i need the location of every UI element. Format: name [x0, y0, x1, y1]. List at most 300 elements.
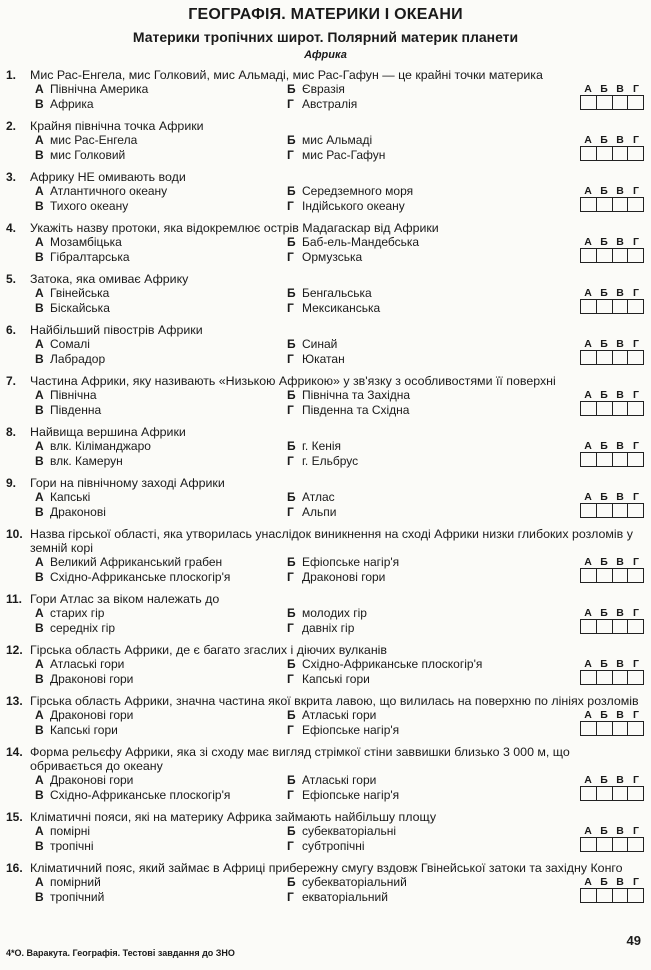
answer-grid-letter: Г — [633, 83, 639, 95]
answer-option — [35, 97, 94, 111]
answer-grid — [580, 709, 644, 736]
question-number: 14. — [6, 745, 23, 759]
answer-option — [287, 148, 385, 162]
option-text: молодих гір — [302, 606, 367, 620]
answer-checkbox[interactable] — [597, 147, 613, 160]
answer-checkbox[interactable] — [613, 249, 629, 262]
option-text: Східно-Африканське плоскогір'я — [50, 570, 231, 584]
question-number: 5. — [6, 272, 17, 286]
answer-grid-boxes — [580, 452, 644, 467]
answer-grid-letter: В — [616, 134, 624, 146]
option-text: Гібралтарська — [50, 250, 130, 264]
question-number: 9. — [6, 476, 17, 490]
option-text: Атлаські гори — [302, 708, 377, 722]
answer-checkbox[interactable] — [628, 198, 643, 211]
answer-grid-letter: А — [584, 709, 592, 721]
answer-option — [287, 235, 419, 249]
answer-option — [287, 672, 370, 686]
option-text: тропічний — [50, 890, 105, 904]
option-text: Капські — [50, 490, 91, 504]
answer-option — [287, 388, 410, 402]
answer-checkbox[interactable] — [581, 198, 597, 211]
question-text: Кліматичний пояс, який займає в Африці прибережну смугу вздовж Гвінейської затоки та західну Конго — [30, 861, 623, 875]
option-text: старих гір — [50, 606, 105, 620]
answer-option — [35, 621, 115, 635]
question-item — [0, 692, 651, 743]
answer-checkbox[interactable] — [613, 722, 629, 735]
answer-option — [35, 672, 133, 686]
option-letter: А — [35, 82, 44, 96]
answer-option — [35, 490, 90, 504]
question-text: Мис Рас-Енгела, мис Голковий, мис Альмаді, мис Рас-Гафун — це крайні точки материка — [30, 68, 543, 82]
question-item — [0, 859, 651, 910]
answer-checkbox[interactable] — [581, 787, 597, 800]
option-text: Східно-Африканське плоскогір'я — [50, 788, 231, 802]
option-letter: Б — [287, 337, 296, 351]
answer-checkbox[interactable] — [613, 402, 629, 415]
answer-grid-letter: А — [584, 825, 592, 837]
page-number: 49 — [626, 933, 641, 948]
option-text: Великий Африканський грабен — [50, 555, 223, 569]
option-letter: Б — [287, 875, 296, 889]
answer-option — [35, 505, 106, 519]
question-text: Назва гірської області, яка утворилась унаслідок виникнення на сході Африки низки глибоких розломів у земній корі — [30, 527, 633, 555]
option-letter: В — [35, 672, 44, 686]
answer-checkbox[interactable] — [628, 722, 643, 735]
option-letter: А — [35, 235, 44, 249]
answer-option — [35, 723, 118, 737]
question-number: 6. — [6, 323, 17, 337]
option-letter: А — [35, 708, 44, 722]
option-text: Драконові — [50, 505, 106, 519]
option-text: мис Рас-Гафун — [302, 148, 386, 162]
question-text: Найвища вершина Африки — [30, 425, 186, 439]
answer-checkbox[interactable] — [613, 838, 629, 851]
answer-grid-letters — [580, 774, 644, 786]
option-letter: Б — [287, 388, 296, 402]
option-letter: Б — [287, 490, 296, 504]
option-text: Атлаські гори — [302, 773, 377, 787]
answer-checkbox[interactable] — [613, 351, 629, 364]
option-letter: Б — [287, 286, 296, 300]
question-number: 8. — [6, 425, 17, 439]
option-text: влк. Кіліманджаро — [50, 439, 151, 453]
answer-grid-letter: Б — [600, 440, 608, 452]
answer-option — [287, 337, 337, 351]
answer-grid-letter: А — [584, 134, 592, 146]
answer-checkbox[interactable] — [628, 787, 643, 800]
answer-option — [287, 286, 372, 300]
answer-grid-letter: Г — [633, 491, 639, 503]
answer-option — [35, 403, 101, 417]
answer-grid-letter: Б — [600, 876, 608, 888]
answer-checkbox[interactable] — [581, 96, 597, 109]
answer-option — [287, 657, 482, 671]
answer-option — [35, 839, 94, 853]
answer-option — [35, 133, 137, 147]
answer-option — [35, 824, 90, 838]
option-text: Південна — [50, 403, 102, 417]
answer-grid-letter: В — [616, 556, 624, 568]
answer-checkbox[interactable] — [613, 569, 629, 582]
answer-checkbox[interactable] — [628, 620, 643, 633]
option-text: Баб-ель-Мандебська — [302, 235, 420, 249]
answer-grid-letter: А — [584, 607, 592, 619]
answer-option — [287, 505, 336, 519]
option-letter: А — [35, 388, 44, 402]
answer-checkbox[interactable] — [597, 198, 613, 211]
option-text: Біскайська — [50, 301, 110, 315]
option-text: помірні — [50, 824, 91, 838]
option-letter: Г — [287, 250, 294, 264]
option-text: Гвінейська — [50, 286, 110, 300]
option-text: Ормузська — [302, 250, 363, 264]
answer-grid-letter: Б — [600, 709, 608, 721]
answer-grid — [580, 338, 644, 365]
answer-grid-letter: Г — [633, 825, 639, 837]
question-item — [0, 525, 651, 590]
answer-checkbox[interactable] — [597, 620, 613, 633]
answer-option — [287, 133, 372, 147]
answer-checkbox[interactable] — [597, 402, 613, 415]
option-text: Бенгальська — [302, 286, 372, 300]
answer-checkbox[interactable] — [613, 671, 629, 684]
answer-checkbox[interactable] — [613, 198, 629, 211]
answer-checkbox[interactable] — [613, 300, 629, 313]
question-number: 1. — [6, 68, 17, 82]
answer-option — [35, 606, 104, 620]
answer-checkbox[interactable] — [581, 722, 597, 735]
answer-grid-letter: В — [616, 236, 624, 248]
answer-grid — [580, 491, 644, 518]
option-letter: А — [35, 875, 44, 889]
answer-grid-letters — [580, 709, 644, 721]
answer-grid-letter: Г — [633, 236, 639, 248]
option-letter: В — [35, 403, 44, 417]
answer-checkbox[interactable] — [581, 838, 597, 851]
option-letter: В — [35, 199, 44, 213]
option-text: Капські гори — [50, 723, 118, 737]
answer-grid — [580, 83, 644, 110]
question-number: 16. — [6, 861, 23, 875]
answer-option — [287, 555, 399, 569]
answer-grid-boxes — [580, 503, 644, 518]
answer-option — [287, 824, 396, 838]
answer-option — [287, 184, 413, 198]
option-letter: Б — [287, 439, 296, 453]
answer-option — [287, 199, 405, 213]
option-text: Північна та Західна — [302, 388, 411, 402]
answer-option — [287, 439, 341, 453]
question-item — [0, 743, 651, 808]
option-text: Південна та Східна — [302, 403, 410, 417]
answer-option — [287, 454, 358, 468]
answer-grid-letters — [580, 287, 644, 299]
answer-checkbox[interactable] — [613, 504, 629, 517]
option-letter: В — [35, 301, 44, 315]
answer-checkbox[interactable] — [628, 147, 643, 160]
answer-checkbox[interactable] — [581, 351, 597, 364]
option-text: Північна Америка — [50, 82, 149, 96]
answer-checkbox[interactable] — [597, 453, 613, 466]
answer-grid-letters — [580, 607, 644, 619]
option-text: субекваторіальні — [302, 824, 397, 838]
answer-checkbox[interactable] — [581, 453, 597, 466]
answer-checkbox[interactable] — [628, 671, 643, 684]
answer-checkbox[interactable] — [597, 722, 613, 735]
answer-grid-boxes — [580, 619, 644, 634]
answer-checkbox[interactable] — [597, 671, 613, 684]
answer-grid-letter: А — [584, 556, 592, 568]
answer-option — [287, 875, 407, 889]
question-number: 15. — [6, 810, 23, 824]
question-item — [0, 66, 651, 117]
option-text: Атлаські гори — [50, 657, 125, 671]
option-letter: Б — [287, 133, 296, 147]
answer-grid-letters — [580, 83, 644, 95]
answer-grid-letter: Г — [633, 774, 639, 786]
option-text: г. Ельбрус — [302, 454, 359, 468]
answer-checkbox[interactable] — [597, 569, 613, 582]
answer-grid — [580, 876, 644, 903]
answer-grid-boxes — [580, 568, 644, 583]
option-text: Капські гори — [302, 672, 370, 686]
answer-grid-letter: А — [584, 236, 592, 248]
answer-option — [287, 490, 335, 504]
answer-grid-letter: Г — [633, 709, 639, 721]
answer-checkbox[interactable] — [613, 96, 629, 109]
answer-grid-letter: А — [584, 491, 592, 503]
option-text: Тихого океану — [50, 199, 129, 213]
answer-option — [35, 250, 130, 264]
question-text: Крайня північна точка Африки — [30, 119, 204, 133]
option-letter: Г — [287, 148, 294, 162]
answer-grid-letter: В — [616, 185, 624, 197]
answer-grid-letter: В — [616, 825, 624, 837]
option-letter: А — [35, 555, 44, 569]
answer-grid-letter: В — [616, 338, 624, 350]
answer-checkbox[interactable] — [613, 889, 629, 902]
option-letter: А — [35, 606, 44, 620]
option-letter: А — [35, 439, 44, 453]
question-text: Гори на північному заході Африки — [30, 476, 225, 490]
option-letter: В — [35, 352, 44, 366]
option-text: Східно-Африканське плоскогір'я — [302, 657, 483, 671]
answer-option — [287, 570, 385, 584]
answer-grid-letters — [580, 876, 644, 888]
answer-checkbox[interactable] — [581, 402, 597, 415]
option-text: Індійського океану — [302, 199, 405, 213]
answer-checkbox[interactable] — [613, 453, 629, 466]
option-text: Юкатан — [302, 352, 345, 366]
answer-checkbox[interactable] — [597, 504, 613, 517]
answer-checkbox[interactable] — [581, 504, 597, 517]
answer-option — [287, 97, 357, 111]
answer-checkbox[interactable] — [581, 147, 597, 160]
answer-checkbox[interactable] — [613, 620, 629, 633]
answer-grid-letters — [580, 134, 644, 146]
answer-option — [287, 839, 365, 853]
option-letter: В — [35, 890, 44, 904]
answer-checkbox[interactable] — [597, 787, 613, 800]
answer-option — [35, 875, 101, 889]
answer-option — [35, 388, 97, 402]
option-text: Атлас — [302, 490, 335, 504]
answer-grid-letter: Г — [633, 440, 639, 452]
answer-checkbox[interactable] — [581, 889, 597, 902]
option-letter: В — [35, 621, 44, 635]
option-letter: А — [35, 490, 44, 504]
answer-grid-boxes — [580, 95, 644, 110]
answer-checkbox[interactable] — [628, 569, 643, 582]
answer-option — [35, 454, 123, 468]
answer-option — [287, 890, 388, 904]
option-letter: В — [35, 505, 44, 519]
option-letter: Б — [287, 824, 296, 838]
option-text: Альпи — [302, 505, 337, 519]
answer-grid-letter: Г — [633, 287, 639, 299]
answer-checkbox[interactable] — [597, 351, 613, 364]
answer-checkbox[interactable] — [597, 249, 613, 262]
answer-checkbox[interactable] — [628, 402, 643, 415]
answer-grid-letter: В — [616, 83, 624, 95]
answer-grid-letter: А — [584, 774, 592, 786]
option-letter: Г — [287, 505, 294, 519]
option-letter: Г — [287, 723, 294, 737]
question-number: 2. — [6, 119, 17, 133]
answer-checkbox[interactable] — [628, 889, 643, 902]
answer-checkbox[interactable] — [628, 351, 643, 364]
question-item — [0, 219, 651, 270]
option-letter: Б — [287, 657, 296, 671]
answer-option — [35, 788, 230, 802]
option-text: Середземного моря — [302, 184, 414, 198]
answer-option — [287, 723, 399, 737]
answer-grid-letter: Г — [633, 389, 639, 401]
answer-grid-letter: Б — [600, 134, 608, 146]
question-text: Африку НЕ омивають води — [30, 170, 186, 184]
answer-checkbox[interactable] — [628, 300, 643, 313]
answer-grid-letter: В — [616, 658, 624, 670]
answer-grid-letter: Б — [600, 774, 608, 786]
answer-grid-letter: Б — [600, 825, 608, 837]
option-letter: Г — [287, 97, 294, 111]
answer-grid-letter: А — [584, 658, 592, 670]
answer-grid — [580, 774, 644, 801]
answer-grid-letter: А — [584, 440, 592, 452]
footer-credit: 4*О. Варакута. Географія. Тестові завдання до ЗНО — [6, 948, 235, 958]
answer-checkbox[interactable] — [581, 569, 597, 582]
question-number: 7. — [6, 374, 17, 388]
answer-grid-boxes — [580, 786, 644, 801]
answer-grid-letter: Г — [633, 134, 639, 146]
answer-option — [35, 570, 230, 584]
answer-checkbox[interactable] — [581, 671, 597, 684]
answer-option — [35, 235, 122, 249]
answer-checkbox[interactable] — [597, 96, 613, 109]
answer-checkbox[interactable] — [581, 300, 597, 313]
answer-checkbox[interactable] — [597, 838, 613, 851]
question-text: Найбільший півострів Африки — [30, 323, 203, 337]
option-letter: Г — [287, 403, 294, 417]
answer-grid-boxes — [580, 248, 644, 263]
answer-grid-letter: Г — [633, 607, 639, 619]
option-text: Мозамбіцька — [50, 235, 122, 249]
answer-checkbox[interactable] — [597, 300, 613, 313]
option-letter: А — [35, 337, 44, 351]
question-text: Укажіть назву протоки, яка відокремлює острів Мадагаскар від Африки — [30, 221, 439, 235]
option-letter: А — [35, 133, 44, 147]
answer-grid-boxes — [580, 670, 644, 685]
answer-grid — [580, 825, 644, 852]
answer-grid — [580, 185, 644, 212]
answer-grid-letter: Б — [600, 658, 608, 670]
option-text: Синай — [302, 337, 338, 351]
question-text: Гірська область Африки, значна частина якої вкрита лавою, що вилилась на поверхню по лініях розломів — [30, 694, 639, 708]
answer-option — [35, 352, 105, 366]
option-text: Австралія — [302, 97, 358, 111]
answer-grid-letter: Г — [633, 876, 639, 888]
answer-grid-boxes — [580, 401, 644, 416]
answer-grid-letter: Б — [600, 185, 608, 197]
answer-grid-letter: В — [616, 774, 624, 786]
answer-checkbox[interactable] — [581, 249, 597, 262]
option-letter: Б — [287, 82, 296, 96]
answer-grid-letter: В — [616, 491, 624, 503]
answer-option — [287, 403, 409, 417]
option-text: Драконові гори — [50, 672, 134, 686]
answer-checkbox[interactable] — [581, 620, 597, 633]
answer-checkbox[interactable] — [628, 249, 643, 262]
question-text: Гірська область Африки, де є багато згаслих і діючих вулканів — [30, 643, 387, 657]
answer-grid-letter: Г — [633, 338, 639, 350]
option-text: г. Кенія — [302, 439, 342, 453]
answer-grid-letters — [580, 389, 644, 401]
option-letter: Г — [287, 199, 294, 213]
option-letter: Б — [287, 708, 296, 722]
question-item — [0, 808, 651, 859]
answer-grid-letters — [580, 236, 644, 248]
option-text: Ефіопське нагір'я — [302, 555, 400, 569]
answer-grid-letters — [580, 185, 644, 197]
option-letter: Г — [287, 352, 294, 366]
answer-checkbox[interactable] — [628, 453, 643, 466]
answer-option — [35, 890, 104, 904]
option-text: Сомалі — [50, 337, 90, 351]
answer-grid-letter: А — [584, 338, 592, 350]
answer-option — [35, 82, 148, 96]
answer-option — [287, 788, 399, 802]
question-number: 3. — [6, 170, 17, 184]
answer-grid-letter: А — [584, 185, 592, 197]
question-item — [0, 117, 651, 168]
question-text: Кліматичні пояси, які на материку Африка займають найбільшу площу — [30, 810, 437, 824]
answer-checkbox[interactable] — [628, 96, 643, 109]
answer-checkbox[interactable] — [613, 147, 629, 160]
option-letter: А — [35, 824, 44, 838]
option-text: субтропічні — [302, 839, 365, 853]
option-letter: Г — [287, 839, 294, 853]
answer-grid-letter: Б — [600, 287, 608, 299]
answer-grid-letter: Г — [633, 556, 639, 568]
answer-grid-letter: В — [616, 287, 624, 299]
answer-checkbox[interactable] — [628, 838, 643, 851]
answer-checkbox[interactable] — [613, 787, 629, 800]
option-letter: Б — [287, 773, 296, 787]
answer-grid — [580, 556, 644, 583]
answer-checkbox[interactable] — [597, 889, 613, 902]
answer-checkbox[interactable] — [628, 504, 643, 517]
